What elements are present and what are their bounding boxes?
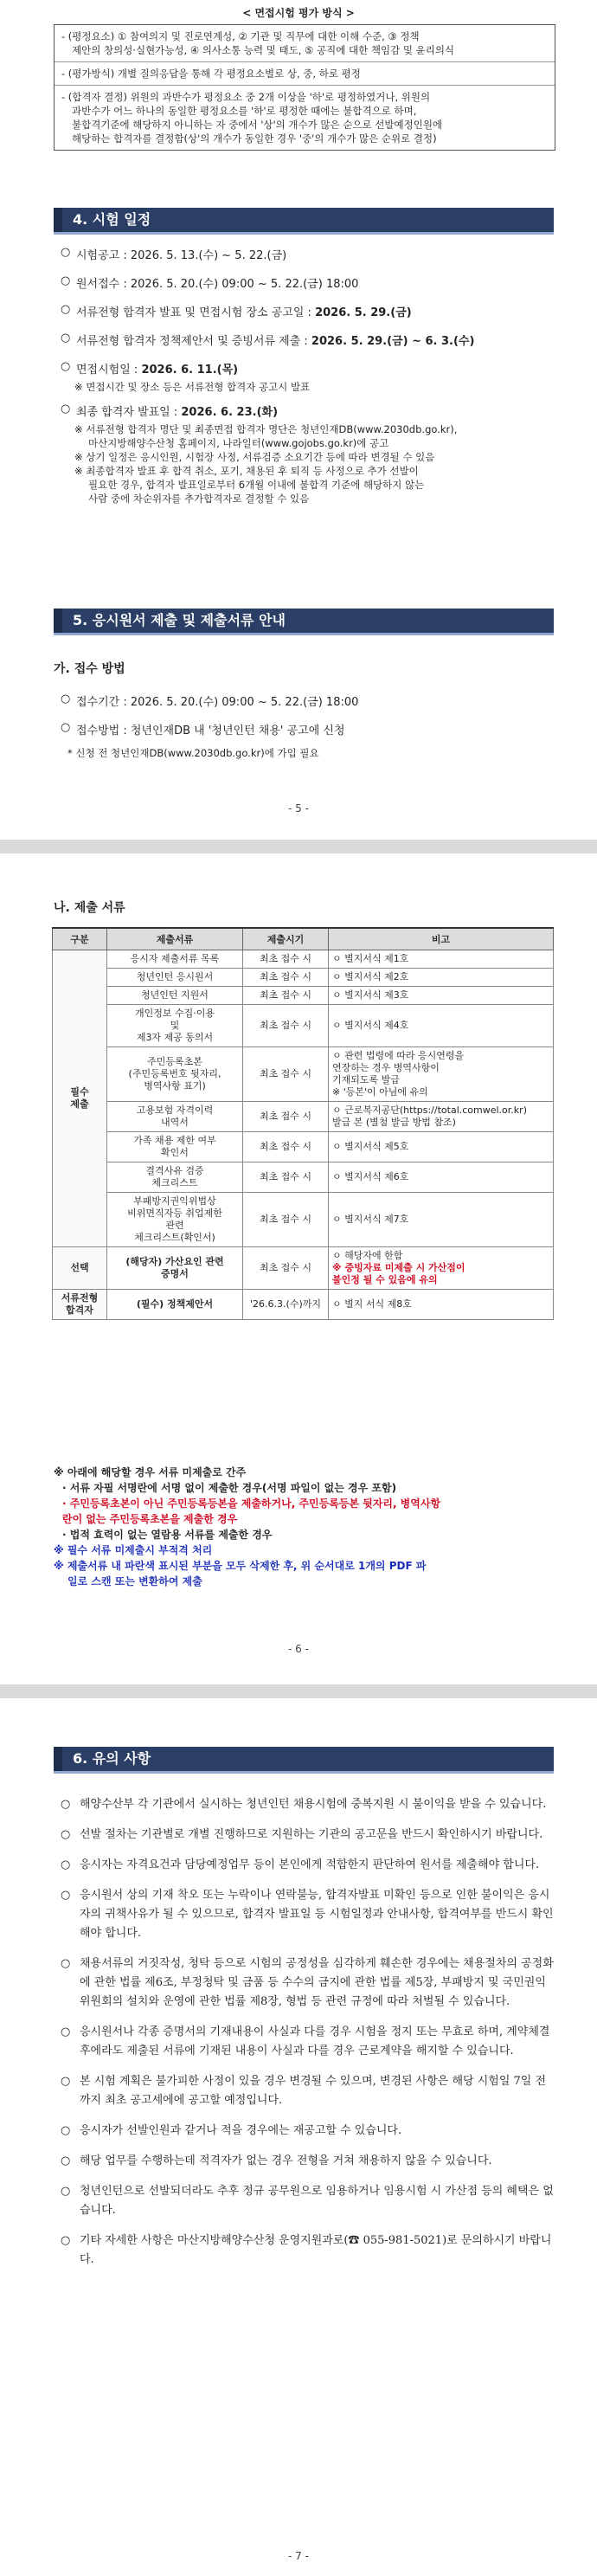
table-row: 고용보험 자격이력 내역서 최초 접수 시 ㅇ 근로복지공단(https://total.comwel.or.kr) 발급 본 (별첨 발급 방법 참조) — [53, 1102, 554, 1132]
table-header-row — [53, 928, 554, 950]
table-row: 필수 제출 응시자 제출서류 목록 최초 접수 시 ㅇ 별지서식 제1호 — [53, 950, 554, 969]
page-number: - 7 - — [288, 2550, 309, 2562]
documents-table — [52, 927, 554, 1320]
table-row: 개인정보 수집·이용 및 제3자 제공 동의서 최초 접수 시 ㅇ 별지서식 제4호 — [53, 1005, 554, 1047]
caution-item: ○ 응시원서나 각종 증명서의 기재내용이 사실과 다를 경우 시험을 정지 또는 무효로 하며, 계약체결 후에라도 제출된 서류에 기재된 내용이 사실과 다를 경우 근로계약을 해지할 수 있습니다. — [61, 2025, 550, 2058]
caution-item: ○ 기타 자세한 사항은 마산지방해양수산청 운영지원과로(☎ 055-981-5021)로 문의하시기 바랍니다. — [61, 2234, 552, 2266]
col-document: 제출서류 — [107, 928, 243, 950]
cautions-list — [61, 1795, 554, 2281]
eval-box-title: < 면접시험 평가 방식 > — [242, 7, 355, 19]
signup-note: * 신청 전 청년인재DB(www.2030db.go.kr)에 가입 필요 — [67, 747, 319, 759]
table-row: 선택 (해당자) 가산요인 관련 증명서 최초 접수 시 ㅇ 해당자에 한함 ※ 증빙자료 미제출 시 가산점이 불인정 될 수 있음에 유의 — [53, 1247, 554, 1290]
section-5-title: 5. 응시원서 제출 및 제출서류 안내 — [54, 609, 554, 633]
table-row: 서류전형 합격자 (필수) 정책제안서 '26.6.3.(수)까지 ㅇ 별지 서식 제8호 — [53, 1290, 554, 1320]
section-4-title: 4. 시험 일정 — [54, 208, 554, 232]
interview-note: ※ 면접시간 및 장소 등은 서류전형 합격자 공고시 발표 — [74, 381, 311, 393]
eval-row-decision: - (합격자 결정) 위원의 과반수가 평정요소 중 2개 이상을 '하'로 평정하였거나, 위원의 과반수가 어느 하나의 동일한 평정요소를 '하'로 평정한 때에는 불합격으로 하며, 불합격기준에 해당하지 아니하는 자 중에서 '상'의 개수가 많은 순으로 선발예정인원에 해당하는 합격자를 결정함(상'의 개수가 동일한 경우 '중'의 개수가 많은 순위로 결정) — [61, 91, 443, 145]
eval-row-criteria: - (평정요소) ① 참여의지 및 진로연계성, ② 기관 및 직무에 대한 이해 수준, ③ 정책 제안의 창의성·실현가능성, ④ 의사소통 능력 및 태도, ⑤ 공직에 대한 책임감 및 윤리의식 — [55, 25, 555, 62]
page-7 — [0, 1698, 597, 2576]
col-category: 구분 — [53, 928, 107, 950]
schedule-item: ○ 서류전형 합격자 정책제안서 및 증빙서류 제출 : 2026. 5. 29.(금) ~ 6. 3.(수) — [61, 332, 475, 348]
page-number: - 5 - — [288, 802, 309, 815]
caution-item: ○ 응시자가 선발인원과 같거나 적을 경우에는 재공고할 수 있습니다. — [61, 2124, 402, 2137]
section-underline — [54, 232, 554, 235]
eval-row-method: - (평가방식) 개별 질의응답을 통해 각 평정요소별로 상, 중, 하로 평정 — [55, 62, 555, 86]
page-number: - 6 - — [288, 1643, 309, 1655]
table-row: 가족 채용 제한 여부 확인서 최초 접수 시 ㅇ 별지서식 제5호 — [53, 1132, 554, 1162]
subheading-b: 나. 제출 서류 — [54, 901, 125, 915]
schedule-item: ○ 시험공고 : 2026. 5. 13.(수) ~ 5. 22.(금) — [61, 246, 287, 262]
table-row: 청년인턴 응시원서 최초 접수 시 ㅇ 별지서식 제2호 — [53, 969, 554, 987]
page-5 — [0, 0, 597, 840]
caution-item: ○ 해당 업무를 수행하는데 적격자가 없는 경우 전형을 거쳐 채용하지 않을 수 있습니다. — [61, 2154, 492, 2167]
table-row: 청년인턴 지원서 최초 접수 시 ㅇ 별지서식 제3호 — [53, 987, 554, 1005]
application-item: ○ 접수방법 : 청년인재DB 내 '청년인턴 채용' 공고에 신청 — [61, 721, 345, 737]
page-6 — [0, 853, 597, 1684]
category-optional: 선택 — [53, 1247, 107, 1290]
caution-item: ○ 응시자는 자격요건과 담당예정업무 등이 본인에게 적합한지 판단하여 원서를 제출해야 합니다. — [61, 1858, 540, 1871]
final-notes: ※ 서류전형 합격자 명단 및 최종면접 합격자 명단은 청년인재DB(www.2030db.go.kr), 마산지방해양수산청 홈페이지, 나라일터(www.gojobs.go.kr)에 공고 ※ 상기 일정은 응시인원, 시험장 사정, 서류검증 소요기간 등에 따라 변경될 수 있음 ※ 최종합격자 발표 후 합격 취소, 포기, 채용된 후 퇴직 등 사정으로 추가 선발이 필요한 경우, 합격자 발표일로부터 6개월 이내에 불합격 기준에 해당하지 않는 사람 중에 차순위자를 추가합격자로 결정할 수 있음 — [74, 423, 458, 505]
schedule-item: ○ 원서접수 : 2026. 5. 20.(수) 09:00 ~ 5. 22.(금) 18:00 — [61, 274, 359, 291]
caution-item: ○ 채용서류의 거짓작성, 청탁 등으로 시험의 공정성을 심각하게 훼손한 경우에는 채용절차의 공정화에 관한 법률 제6조, 부정청탁 및 금품 등 수수의 금지에 관한 법률 제5장, 부패방지 및 국민권익위원회의 설치와 운영에 관한 법률 제8장, 형법 등 관련 규정에 따라 처벌될 수 있습니다. — [61, 1957, 554, 2008]
schedule-item: ○ 면접시험일 : 2026. 6. 11.(목) — [61, 360, 239, 377]
col-remark: 비고 — [329, 928, 554, 950]
section-underline — [54, 633, 554, 635]
application-item: ○ 접수기간 : 2026. 5. 20.(수) 09:00 ~ 5. 22.(금) 18:00 — [61, 692, 359, 709]
section-6-title: 6. 유의 사항 — [54, 1747, 554, 1771]
application-list — [61, 692, 552, 760]
section-underline — [54, 1771, 554, 1774]
caution-item: ○ 선발 절차는 기관별로 개별 진행하므로 지원하는 기관의 공고문을 반드시 확인하시기 바랍니다. — [61, 1828, 543, 1841]
table-row: 주민등록초본 (주민등록번호 뒷자리, 병역사항 표기) 최초 접수 시 ㅇ 관련 법령에 따라 응시연령을 연장하는 경우 병역사항이 기재되도록 발급 ※ '등본'이 아님에 유의 — [53, 1047, 554, 1102]
schedule-list — [61, 246, 552, 506]
caution-item: ○ 본 시험 계획은 불가피한 사정이 있을 경우 변경될 수 있으며, 변경된 사항은 해당 시험일 7일 전까지 최초 공고세에에 공고할 예정입니다. — [61, 2075, 547, 2107]
category-passed: 서류전형 합격자 — [53, 1290, 107, 1320]
table-row: 부패방지권익위법상 비위면직자등 취업제한 관련 체크리스트(확인서) 최초 접수 시 ㅇ 별지서식 제7호 — [53, 1193, 554, 1247]
category-required: 필수 제출 — [53, 950, 107, 1247]
schedule-item-final: ○ 최종 합격자 발표일 : 2026. 6. 23.(화) — [61, 402, 279, 419]
caution-item: ○ 해양수산부 각 기관에서 실시하는 청년인턴 채용시험에 중복지원 시 불이익을 받을 수 있습니다. — [61, 1798, 547, 1811]
table-row: 결격사유 검증 체크리스트 최초 접수 시 ㅇ 별지서식 제6호 — [53, 1162, 554, 1193]
caution-item: ○ 청년인턴으로 선발되더라도 추후 정규 공무원으로 임용하거나 임용시험 시 가산점 등의 혜택은 없습니다. — [61, 2185, 554, 2217]
schedule-item: ○ 서류전형 합격자 발표 및 면접시험 장소 공고일 : 2026. 5. 29.(금) — [61, 303, 412, 319]
eval-method-box — [54, 24, 555, 151]
caution-item: ○ 응시원서 상의 기재 착오 또는 누락이나 연락불능, 합격자발표 미확인 등으로 인한 불이익은 응시자의 귀책사유가 될 수 있으므로, 합격자 발표일 등 시험일정과 안내사항, 합격여부를 반드시 확인해야 합니다. — [61, 1889, 554, 1940]
submission-warnings: ※ 아래에 해당할 경우 서류 미제출로 간주 · 서류 자필 서명란에 서명 없이 제출한 경우(서명 파일이 없는 경우 포함) · 주민등록초본이 아닌 주민등록등본을 제출하거나, 주민등록등본 뒷자리, 병역사항 란이 없는 주민등록초본을 제출한 경우 · 법적 효력이 없는 열람용 서류를 제출한 경우 ※ 필수 서류 미제출시 부적격 처리 ※ 제출서류 내 파란색 표시된 부분을 모두 삭제한 후, 위 순서대로 1개의 PDF 파 일로 스캔 또는 변환하여 제출 — [54, 1466, 441, 1587]
subheading-a: 가. 접수 방법 — [54, 662, 125, 676]
col-timing: 제출시기 — [243, 928, 329, 950]
